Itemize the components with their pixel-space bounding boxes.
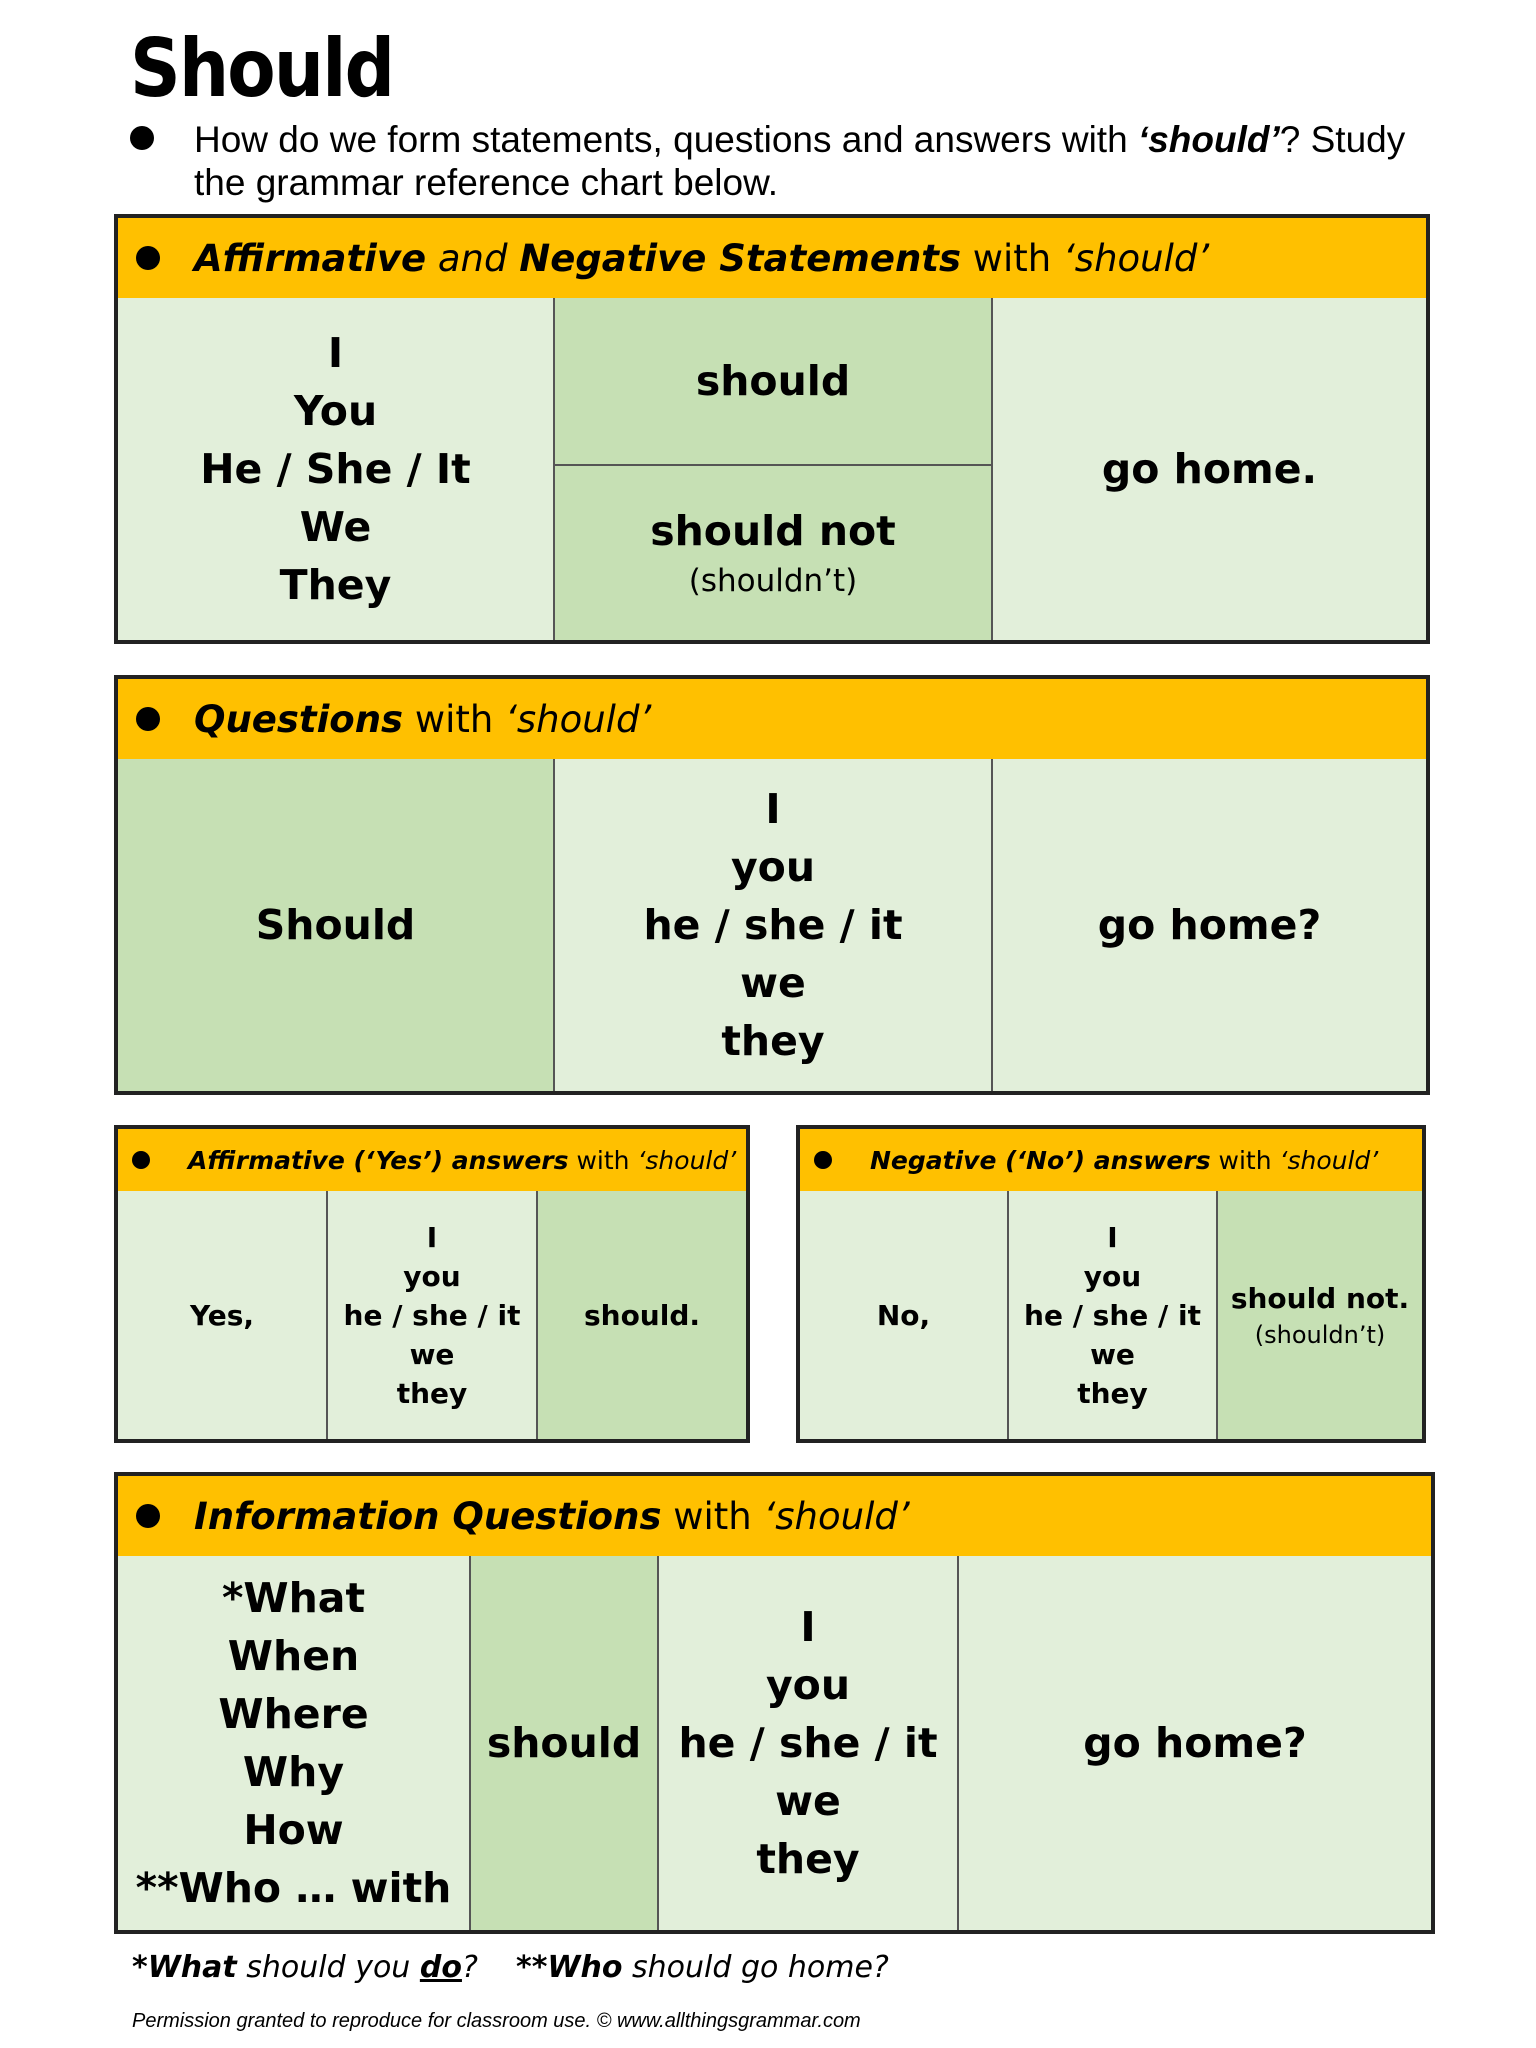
header-keyword: ‘should’ — [1063, 236, 1210, 280]
info-questions-header — [118, 1476, 1431, 1559]
wh-word: *What — [221, 1574, 366, 1622]
verb-phrase: go home? — [1097, 901, 1322, 949]
info-modal: should — [486, 1719, 642, 1767]
wh-word: How — [243, 1806, 344, 1854]
subjects-cell — [659, 1556, 959, 1930]
footnote — [132, 1950, 889, 1985]
subjects-cell — [328, 1191, 538, 1439]
subject: they — [756, 1835, 860, 1883]
header-text: with — [961, 236, 1064, 280]
subject: he / she / it — [1024, 1298, 1201, 1332]
header-text: with — [568, 1145, 638, 1175]
subject: they — [721, 1017, 825, 1065]
intro-paragraph — [130, 118, 1460, 204]
yes-answers-header — [118, 1129, 746, 1194]
header-keyword: ‘should’ — [1279, 1145, 1379, 1175]
subjects-cell — [118, 298, 555, 640]
intro-text-end: ? Study the grammar reference chart below. — [194, 119, 1406, 203]
page-title: Should — [130, 22, 394, 115]
header-keyword: ‘should’ — [637, 1145, 737, 1175]
subjects-cell — [1009, 1191, 1218, 1439]
subject: we — [1090, 1337, 1135, 1371]
question-modal: Should — [255, 901, 416, 949]
subject: you — [403, 1259, 461, 1293]
wh-word: Why — [242, 1748, 345, 1796]
header-bold: Affirmative — [194, 236, 427, 280]
modal-cell — [1218, 1191, 1422, 1439]
subject: They — [279, 561, 392, 609]
footnote-bold: *What — [132, 1950, 237, 1985]
verb-phrase: go home? — [1083, 1719, 1307, 1767]
modal-cell — [555, 298, 993, 640]
answer-word: Yes, — [190, 1298, 254, 1332]
subject: You — [293, 387, 378, 435]
intro-text: How do we form statements, questions and answers with — [194, 119, 1138, 160]
affirmative-modal: should — [695, 357, 851, 405]
footnote-text: should you — [236, 1950, 420, 1985]
subject: we — [775, 1777, 841, 1825]
subject: I — [1107, 1220, 1118, 1254]
bullet-icon — [136, 707, 160, 731]
footnote-text: ? — [461, 1950, 478, 1985]
subject: he / she / it — [343, 1298, 521, 1332]
header-keyword: ‘should’ — [505, 697, 652, 741]
wh-words-cell — [118, 1556, 471, 1930]
subject: We — [299, 503, 372, 551]
header-keyword: ‘should’ — [763, 1494, 910, 1538]
wh-word: Where — [218, 1690, 369, 1738]
subject: he / she / it — [643, 901, 903, 949]
bullet-icon — [136, 1504, 160, 1528]
subject: they — [396, 1376, 468, 1410]
header-text: with — [403, 697, 506, 741]
header-text: with — [1210, 1145, 1280, 1175]
affirmative-cell — [555, 298, 991, 466]
subject: I — [426, 1220, 438, 1254]
wh-word: **Who … with — [135, 1864, 452, 1912]
bullet-icon — [136, 246, 160, 270]
answer-modal: should. — [583, 1298, 701, 1332]
negative-cell — [555, 466, 991, 640]
header-bold: Questions — [194, 697, 404, 741]
header-bold: Affirmative (‘Yes’) answers — [188, 1145, 569, 1175]
header-bold: Negative (‘No’) answers — [870, 1145, 1211, 1175]
wh-word: When — [227, 1632, 360, 1680]
header-bold: Information Questions — [194, 1494, 662, 1538]
questions-section — [114, 675, 1430, 1095]
verb-phrase: go home. — [1101, 445, 1318, 493]
answer-modal: should not. — [1230, 1281, 1410, 1315]
bullet-icon — [132, 1151, 150, 1169]
contraction: (shouldn’t) — [1254, 1320, 1386, 1349]
header-text: and — [426, 236, 520, 280]
modal-cell — [538, 1191, 746, 1439]
statements-header — [118, 218, 1426, 301]
footnote-bold: **Who — [516, 1950, 623, 1985]
answer-cell — [118, 1191, 328, 1439]
subject: we — [740, 959, 806, 1007]
answer-cell — [800, 1191, 1009, 1439]
footnote-text: should go home? — [622, 1950, 889, 1985]
subject: I — [765, 785, 781, 833]
subject: you — [1083, 1259, 1142, 1293]
statements-section — [114, 214, 1430, 644]
subject: you — [730, 843, 816, 891]
subject: they — [1077, 1376, 1148, 1410]
subject: I — [800, 1603, 816, 1651]
no-answers-section — [796, 1125, 1426, 1443]
subject: he / she / it — [678, 1719, 938, 1767]
bullet-icon — [130, 126, 154, 150]
subject: He / She / It — [200, 445, 471, 493]
footnote-underlined: do — [419, 1950, 462, 1985]
bullet-icon — [814, 1151, 832, 1169]
permission-notice: Permission granted to reproduce for classroom use. © www.allthingsgrammar.com — [132, 2010, 861, 2032]
header-bold: Negative Statements — [519, 236, 961, 280]
negative-modal: should not — [650, 507, 896, 555]
subjects-cell — [555, 759, 993, 1091]
yes-answers-section — [114, 1125, 750, 1443]
no-answers-header — [800, 1129, 1422, 1194]
header-text: with — [661, 1494, 764, 1538]
verb-cell — [993, 759, 1426, 1091]
answer-word: No, — [876, 1298, 931, 1332]
subject: I — [327, 329, 344, 377]
modal-cell — [471, 1556, 659, 1930]
info-questions-section — [114, 1472, 1435, 1934]
contraction: (shouldn’t) — [688, 563, 858, 599]
questions-header — [118, 679, 1426, 762]
subject: we — [409, 1337, 455, 1371]
subject: you — [765, 1661, 851, 1709]
verb-cell — [959, 1556, 1431, 1930]
modal-cell — [118, 759, 555, 1091]
verb-cell — [993, 298, 1426, 640]
intro-keyword: ‘should’ — [1137, 119, 1280, 160]
